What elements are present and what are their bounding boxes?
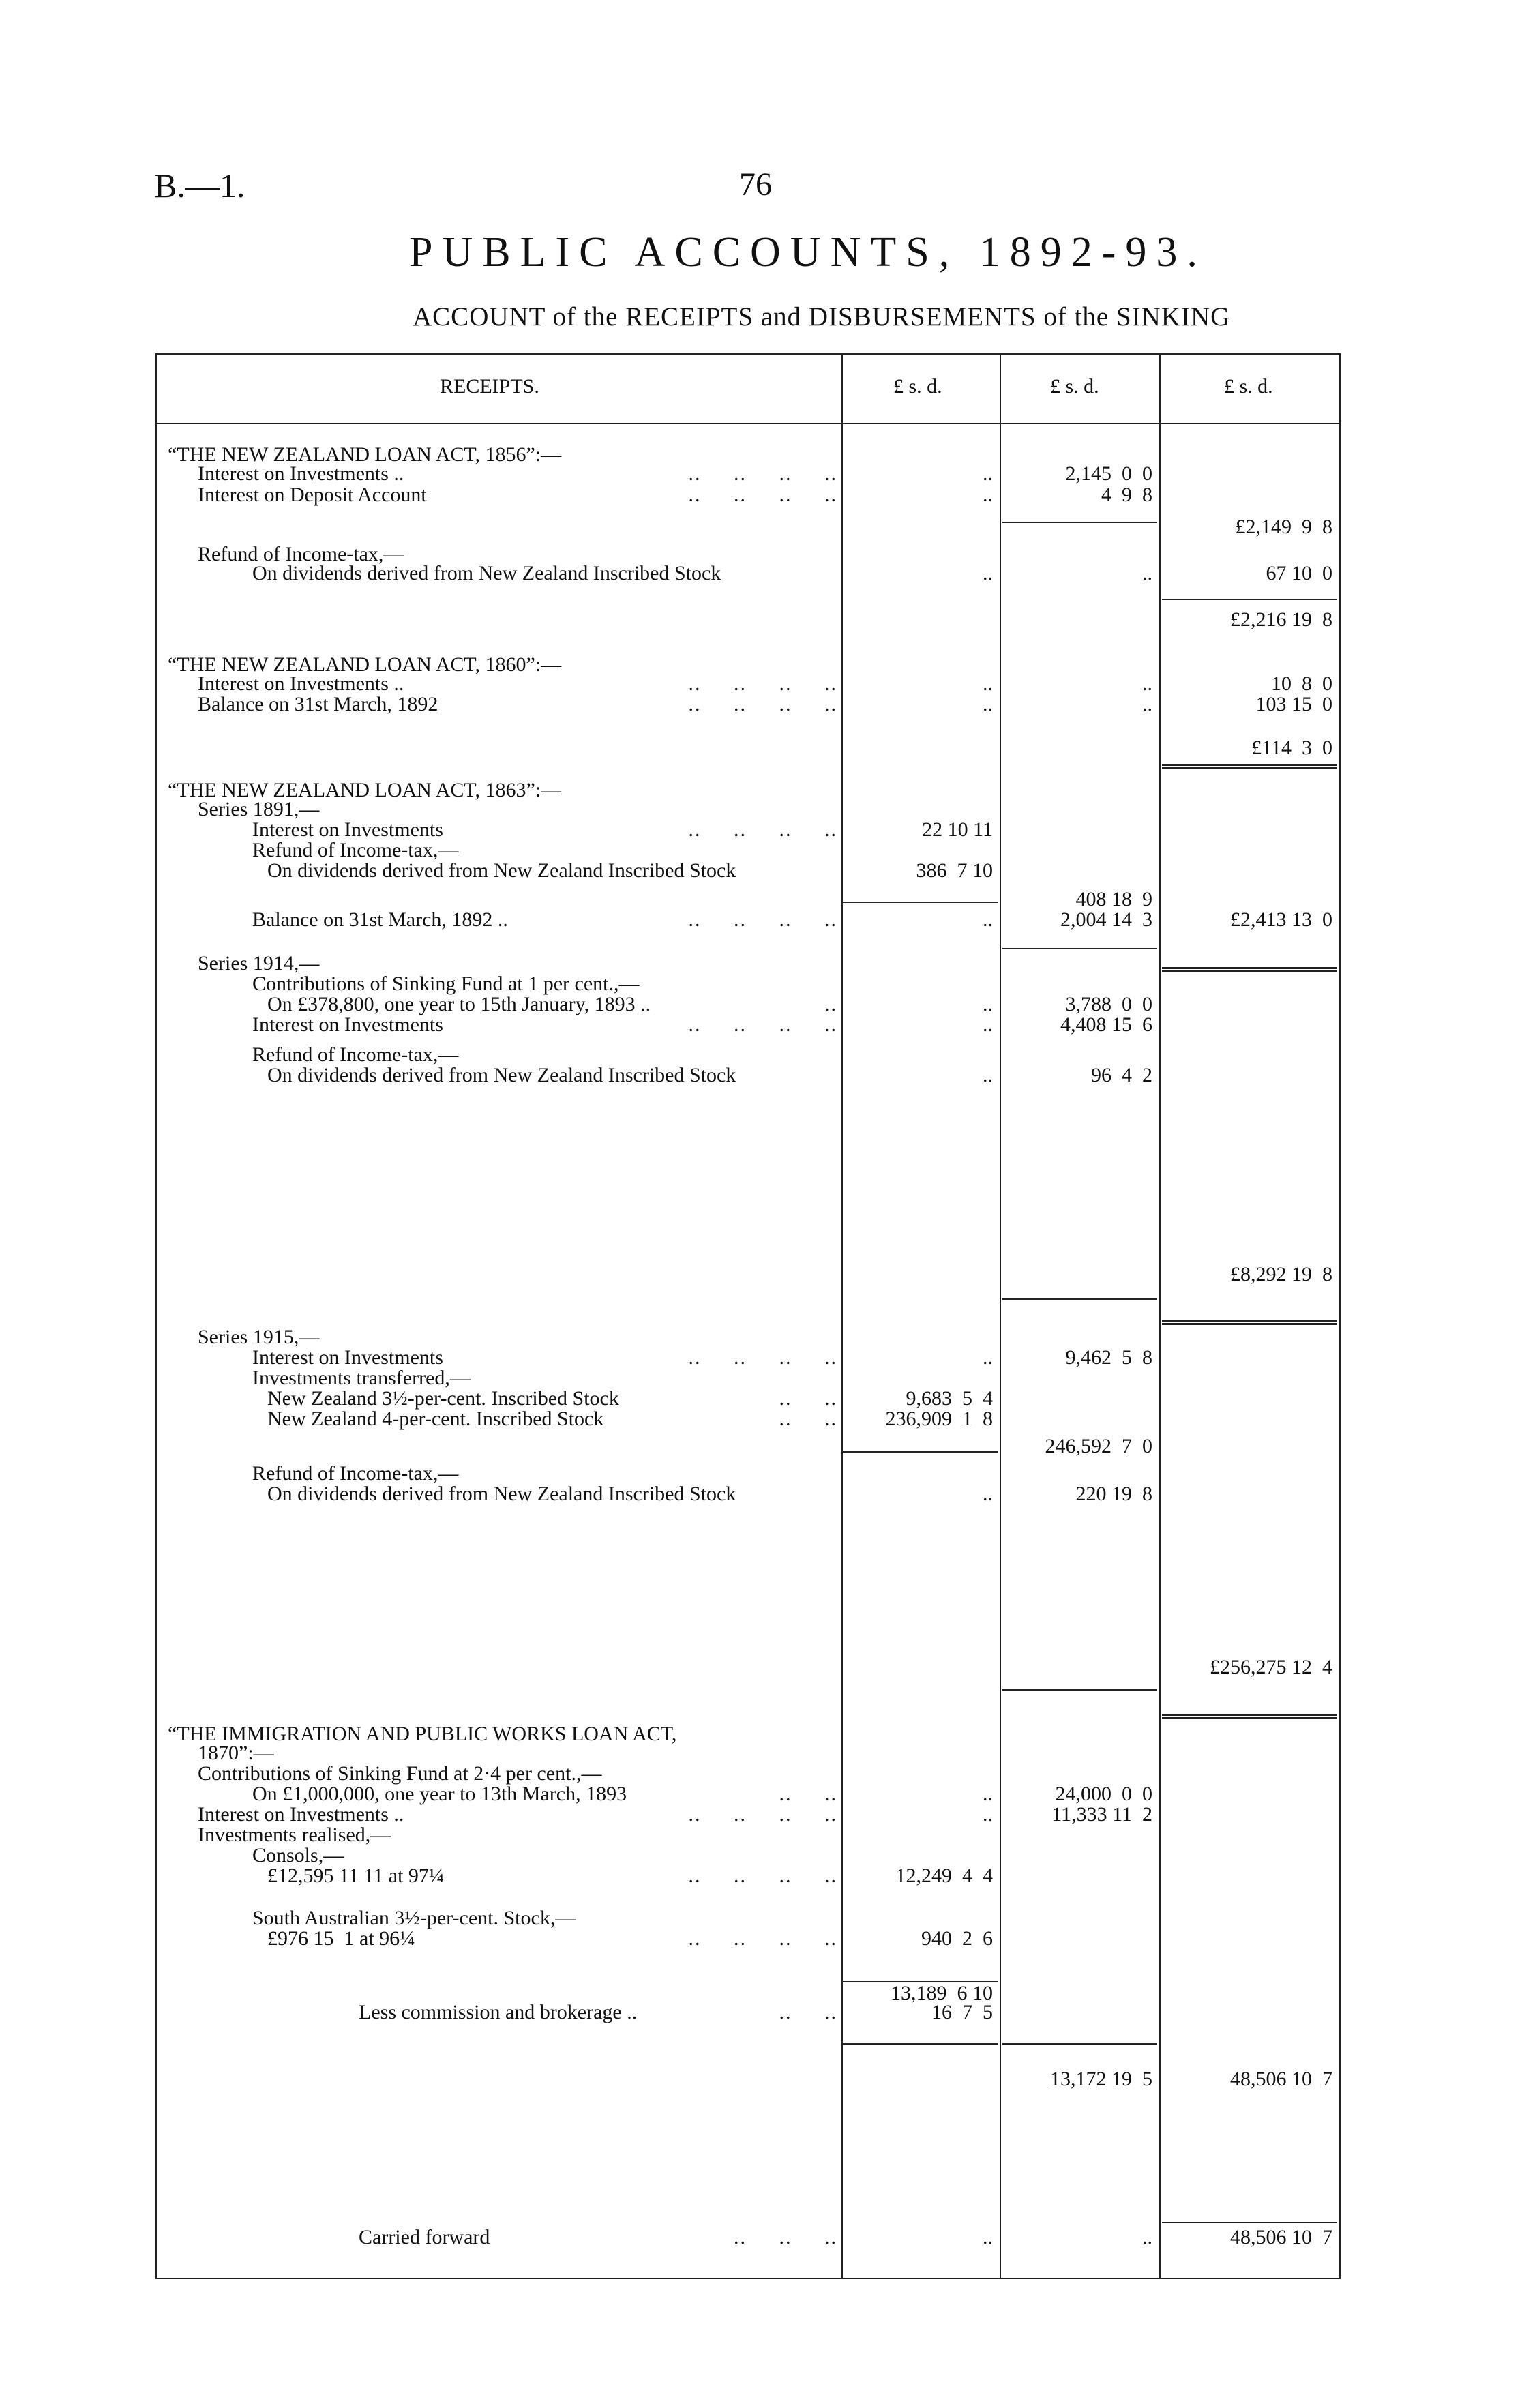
- row-label: On dividends derived from New Zealand Inscribed Stock: [267, 1483, 736, 1505]
- amount-column-3: £114 3 0: [1251, 737, 1332, 759]
- subtotal-rule: [1002, 948, 1157, 949]
- amount-column-1: 13,189 6 10: [891, 1982, 993, 2004]
- amount-column-2: ..: [1142, 693, 1152, 715]
- column-divider: [841, 355, 843, 2278]
- leader-dots: ..: [824, 993, 837, 1015]
- row-label: Refund of Income-tax,—: [252, 1462, 459, 1485]
- subtotal-rule: [1162, 2222, 1337, 2223]
- amount-column-2: 13,172 19 5: [1050, 2068, 1152, 2090]
- row-label: On dividends derived from New Zealand Inscribed Stock: [252, 562, 721, 584]
- total-rule: [1162, 1714, 1337, 1719]
- amount-column-2: 2,004 14 3: [1060, 908, 1152, 931]
- row-label: Interest on Investments: [252, 818, 443, 841]
- row-label: Interest on Investments ..: [198, 672, 404, 695]
- amount-column-1: ..: [983, 1803, 993, 1826]
- leader-dots: .. .. .. ..: [688, 462, 837, 485]
- row-label: “THE NEW ZEALAND LOAN ACT, 1856”:—: [168, 443, 562, 466]
- amount-column-2: ..: [1142, 562, 1152, 584]
- amount-column-1: 16 7 5: [931, 2001, 993, 2023]
- row-label: Balance on 31st March, 1892: [198, 693, 438, 715]
- amount-column-2: 24,000 0 0: [1055, 1783, 1152, 1805]
- leader-dots: .. .. .. ..: [688, 1927, 837, 1950]
- row-label: Investments transferred,—: [252, 1367, 471, 1389]
- row-label: On dividends derived from New Zealand Inscribed Stock: [267, 859, 736, 882]
- leader-dots: .. ..: [779, 1783, 837, 1805]
- amount-column-3: 103 15 0: [1255, 693, 1332, 715]
- amount-column-1: 940 2 6: [921, 1927, 993, 1950]
- amount-column-2: 220 19 8: [1075, 1483, 1152, 1505]
- header-rule: [157, 423, 1339, 424]
- leader-dots: .. .. .. ..: [688, 672, 837, 695]
- leader-dots: .. ..: [779, 1408, 837, 1430]
- row-label: On dividends derived from New Zealand Inscribed Stock: [267, 1064, 736, 1086]
- row-label: Refund of Income-tax,—: [252, 1043, 459, 1066]
- amount-column-1: 386 7 10: [916, 859, 993, 882]
- total-rule: [1162, 764, 1337, 769]
- amount-column-1: ..: [983, 2226, 993, 2248]
- row-label: £12,595 11 11 at 97¼: [267, 1864, 445, 1887]
- row-label: “THE NEW ZEALAND LOAN ACT, 1863”:—: [168, 779, 562, 801]
- row-label: £976 15 1 at 96¼: [267, 1927, 415, 1950]
- leader-dots: .. .. .. ..: [688, 908, 837, 931]
- row-label: Series 1891,—: [198, 798, 320, 820]
- leader-dots: .. .. .. ..: [688, 1013, 837, 1036]
- amount-column-2: 4,408 15 6: [1060, 1013, 1152, 1036]
- amount-column-1: ..: [983, 1783, 993, 1805]
- amount-column-2: 408 18 9: [1075, 888, 1152, 910]
- row-label: New Zealand 3½-per-cent. Inscribed Stock: [267, 1387, 619, 1410]
- amount-column-1: ..: [983, 1483, 993, 1505]
- page-title: PUBLIC ACCOUNTS, 1892-93.: [409, 229, 1207, 276]
- leader-dots: .. ..: [779, 1387, 837, 1410]
- leader-dots: .. .. .. ..: [688, 1864, 837, 1887]
- amount-column-1: 12,249 4 4: [895, 1864, 993, 1887]
- leader-dots: .. .. .. ..: [688, 1803, 837, 1826]
- row-label: New Zealand 4-per-cent. Inscribed Stock: [267, 1408, 604, 1430]
- amount-column-2: ..: [1142, 672, 1152, 695]
- column-divider: [1159, 355, 1161, 2278]
- row-label: Interest on Investments ..: [198, 1803, 404, 1826]
- amount-column-2: 9,462 5 8: [1065, 1346, 1152, 1369]
- row-label: Consols,—: [252, 1844, 344, 1867]
- leader-dots: .. .. .. ..: [688, 818, 837, 841]
- amount-column-3: £8,292 19 8: [1230, 1263, 1332, 1285]
- row-label: “THE IMMIGRATION AND PUBLIC WORKS LOAN ACT,: [168, 1723, 677, 1745]
- subtotal-rule: [843, 1451, 998, 1453]
- row-label: 1870”:—: [198, 1742, 274, 1764]
- amount-column-1: ..: [983, 1064, 993, 1086]
- amount-column-1: ..: [983, 672, 993, 695]
- row-label: Less commission and brokerage ..: [359, 2001, 638, 2023]
- amount-column-1: ..: [983, 693, 993, 715]
- leader-dots: .. .. .. ..: [688, 484, 837, 506]
- amount-column-2: 4 9 8: [1101, 484, 1152, 506]
- amount-column-2: ..: [1142, 2226, 1152, 2248]
- amount-column-3: £256,275 12 4: [1210, 1656, 1332, 1678]
- row-label: Interest on Investments ..: [198, 462, 404, 485]
- amount-column-2: 11,333 11 2: [1051, 1803, 1152, 1826]
- amount-column-2: 3,788 0 0: [1065, 993, 1152, 1015]
- money-column-header-1: £ s. d.: [893, 375, 942, 398]
- leader-dots: .. .. .. ..: [688, 1346, 837, 1369]
- subtotal-rule: [1002, 522, 1157, 523]
- row-label: South Australian 3½-per-cent. Stock,—: [252, 1907, 576, 1929]
- leader-dots: .. .. ..: [734, 2226, 837, 2248]
- amount-column-1: 9,683 5 4: [906, 1387, 993, 1410]
- amount-column-3: £2,149 9 8: [1235, 516, 1332, 538]
- subtotal-rule: [1002, 1689, 1157, 1691]
- total-rule: [1162, 967, 1337, 972]
- row-label: Balance on 31st March, 1892 ..: [252, 908, 508, 931]
- row-label: On £378,800, one year to 15th January, 1893 ..: [267, 993, 651, 1015]
- amount-column-3: 67 10 0: [1266, 562, 1332, 584]
- money-column-header-2: £ s. d.: [1050, 375, 1099, 398]
- amount-column-3: 48,506 10 7: [1230, 2226, 1332, 2248]
- receipts-table: [155, 353, 1341, 2279]
- row-label: Contributions of Sinking Fund at 1 per cent.,—: [252, 972, 640, 995]
- account-subtitle: ACCOUNT of the RECEIPTS and DISBURSEMENTS of the SINKING: [413, 302, 1231, 331]
- amount-column-1: 236,909 1 8: [885, 1408, 993, 1430]
- amount-column-1: ..: [983, 993, 993, 1015]
- document-reference: B.—1.: [154, 166, 245, 205]
- receipts-column-header: RECEIPTS.: [440, 375, 539, 398]
- amount-column-1: ..: [983, 462, 993, 485]
- amount-column-1: ..: [983, 1346, 993, 1369]
- row-label: Series 1914,—: [198, 952, 320, 975]
- amount-column-2: 246,592 7 0: [1045, 1435, 1152, 1457]
- subtotal-rule: [843, 2043, 998, 2045]
- subtotal-rule: [1002, 2043, 1157, 2045]
- amount-column-2: 2,145 0 0: [1065, 462, 1152, 485]
- amount-column-1: ..: [983, 562, 993, 584]
- row-label: Interest on Investments: [252, 1013, 443, 1036]
- leader-dots: .. ..: [779, 2001, 837, 2023]
- row-label: Refund of Income-tax,—: [198, 543, 404, 565]
- leader-dots: .. .. .. ..: [688, 693, 837, 715]
- amount-column-3: £2,413 13 0: [1230, 908, 1332, 931]
- row-label: Refund of Income-tax,—: [252, 839, 459, 861]
- row-label: “THE NEW ZEALAND LOAN ACT, 1860”:—: [168, 653, 562, 676]
- amount-column-3: £2,216 19 8: [1230, 608, 1332, 631]
- amount-column-1: ..: [983, 1013, 993, 1036]
- column-divider: [1000, 355, 1001, 2278]
- subtotal-rule: [1002, 1298, 1157, 1300]
- row-label: Investments realised,—: [198, 1824, 391, 1846]
- subtotal-rule: [843, 902, 998, 903]
- row-label: Series 1915,—: [198, 1326, 320, 1348]
- amount-column-1: 22 10 11: [922, 818, 993, 841]
- row-label: Contributions of Sinking Fund at 2·4 per cent.,—: [198, 1762, 602, 1785]
- row-label: Interest on Investments: [252, 1346, 443, 1369]
- subtotal-rule: [1162, 599, 1337, 600]
- amount-column-3: 10 8 0: [1271, 672, 1332, 695]
- total-rule: [1162, 1320, 1337, 1325]
- amount-column-1: ..: [983, 484, 993, 506]
- amount-column-3: 48,506 10 7: [1230, 2068, 1332, 2090]
- money-column-header-3: £ s. d.: [1224, 375, 1273, 398]
- row-label: Carried forward: [359, 2226, 490, 2248]
- amount-column-1: ..: [983, 908, 993, 931]
- page-number: 76: [739, 166, 772, 203]
- row-label: On £1,000,000, one year to 13th March, 1893: [252, 1783, 627, 1805]
- row-label: Interest on Deposit Account: [198, 484, 427, 506]
- amount-column-2: 96 4 2: [1091, 1064, 1152, 1086]
